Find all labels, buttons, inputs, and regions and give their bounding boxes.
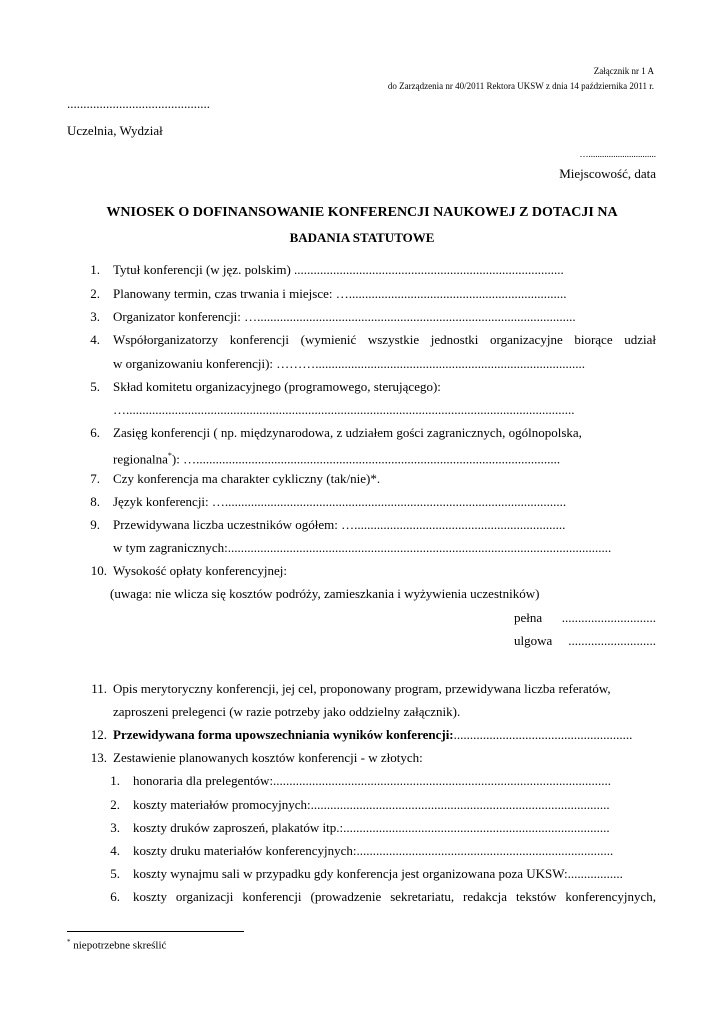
cost-text: koszty druków zaproszeń, plakatów itp.:.................................................................................. — [133, 820, 610, 835]
item-text: Zasięg konferencji ( np. międzynarodowa, z udziałem gości zagranicznych, ogólnopolska, — [113, 425, 582, 440]
item-4-continuation: w organizowaniu konferencji): ………................................................................................... — [113, 356, 586, 371]
item-number: 5. — [90, 379, 100, 394]
cost-text: honoraria dla prelegentów:........................................................................................................ — [133, 773, 612, 788]
university-placeholder: ............................................ — [67, 96, 210, 111]
fee-reduced-value: ........................... — [568, 633, 656, 648]
cost-number: 5. — [110, 866, 120, 881]
item-number: 1. — [90, 262, 100, 277]
fee-full-label: pełna — [514, 610, 543, 625]
item-number: 2. — [90, 286, 100, 301]
footnote-marker: * — [167, 451, 172, 460]
item-9-continuation: w tym zagranicznych:...................................................................................................................... — [113, 540, 612, 555]
item-number: 8. — [90, 494, 100, 509]
place-date-label: Miejscowość, data — [559, 166, 656, 181]
item-10-note: (uwaga: nie wlicza się kosztów podróży, zamieszkania i wyżywienia uczestników) — [110, 586, 540, 601]
cost-text: koszty wynajmu sali w przypadku gdy konferencja jest organizowana poza UKSW:................. — [133, 866, 623, 881]
item-text: Skład komitetu organizacyjnego (programowego, sterującego): — [113, 379, 441, 394]
fee-full-value: ............................. — [561, 610, 656, 625]
item-text: Planowany termin, czas trwania i miejsce: …................................................................... — [113, 286, 567, 301]
regional-label: regionalna — [113, 451, 168, 467]
item-text: Język konferencji: …......................................................................................................... — [113, 494, 567, 509]
item-text: Zestawienie planowanych kosztów konferencji - w złotych: — [113, 750, 423, 765]
regulation-reference: do Zarządzenia nr 40/2011 Rektora UKSW z dnia 14 października 2011 r. — [387, 81, 654, 91]
item-number: 7. — [90, 471, 100, 486]
cost-number: 6. — [110, 889, 120, 904]
form-title: WNIOSEK O DOFINANSOWANIE KONFERENCJI NAUKOWEJ Z DOTACJI NA — [106, 205, 618, 220]
form-subtitle: BADANIA STATUTOWE — [289, 230, 435, 245]
item-number: 9. — [90, 517, 100, 532]
item-text: Organizator konferencji: ….................................................................................................. — [113, 309, 576, 324]
item-text: Tytuł konferencji (w jęz. polskim) ................................................................................... — [113, 262, 564, 277]
item-number: 13. — [90, 750, 107, 765]
item-number: 11. — [91, 681, 107, 696]
item-number: 6. — [90, 425, 100, 440]
item-text: Współorganizatorzy konferencji (wymienić wszystkie jednostki organizacyjne biorące udział — [113, 332, 656, 347]
attachment-number: Załącznik nr 1 A — [593, 66, 654, 76]
footnote-mark: * — [67, 938, 71, 946]
footnote — [67, 938, 166, 952]
regional-dots: ): …................................................................................................................ — [171, 451, 561, 467]
cost-number: 2. — [110, 797, 120, 812]
cost-number: 4. — [110, 843, 120, 858]
place-date-placeholder: ….............................. — [579, 149, 656, 159]
item-text: Czy konferencja ma charakter cykliczny (tak/nie)*. — [113, 471, 381, 486]
item-11-continuation: zaproszeni prelegenci (w razie potrzeby jako oddzielny załącznik). — [113, 704, 461, 719]
cost-text: koszty organizacji konferencji (prowadzenie sekretariatu, redakcja tekstów konferencyjnych, — [133, 889, 656, 904]
item-number: 4. — [90, 332, 100, 347]
cost-text: koszty druku materiałów konferencyjnych:............................................................................... — [133, 843, 614, 858]
item-number: 3. — [90, 309, 100, 324]
footnote-text: niepotrzebne skreślić — [70, 939, 167, 952]
cost-text: koszty materiałów promocyjnych:............................................................................................ — [133, 797, 610, 812]
footnote-separator — [67, 931, 244, 932]
item-text: Wysokość opłaty konferencyjnej: — [113, 563, 287, 578]
cost-number: 1. — [110, 773, 120, 788]
item-text: Przewidywana liczba uczestników ogółem: …................................................................. — [113, 517, 566, 532]
item-number: 10. — [90, 563, 107, 578]
item-number: 12. — [90, 727, 107, 742]
item-5-continuation: ….......................................................................................................................................... — [113, 402, 575, 417]
university-label: Uczelnia, Wydział — [67, 123, 163, 138]
cost-number: 3. — [110, 820, 120, 835]
item-text: Opis merytoryczny konferencji, jej cel, proponowany program, przewidywana liczba referatów, — [113, 681, 611, 696]
fee-reduced-label: ulgowa — [514, 633, 553, 648]
item-6-continuation — [113, 448, 560, 467]
dissemination-dots: ....................................................... — [453, 727, 633, 742]
dissemination-label: Przewidywana forma upowszechniania wyników konferencji: — [113, 727, 454, 742]
